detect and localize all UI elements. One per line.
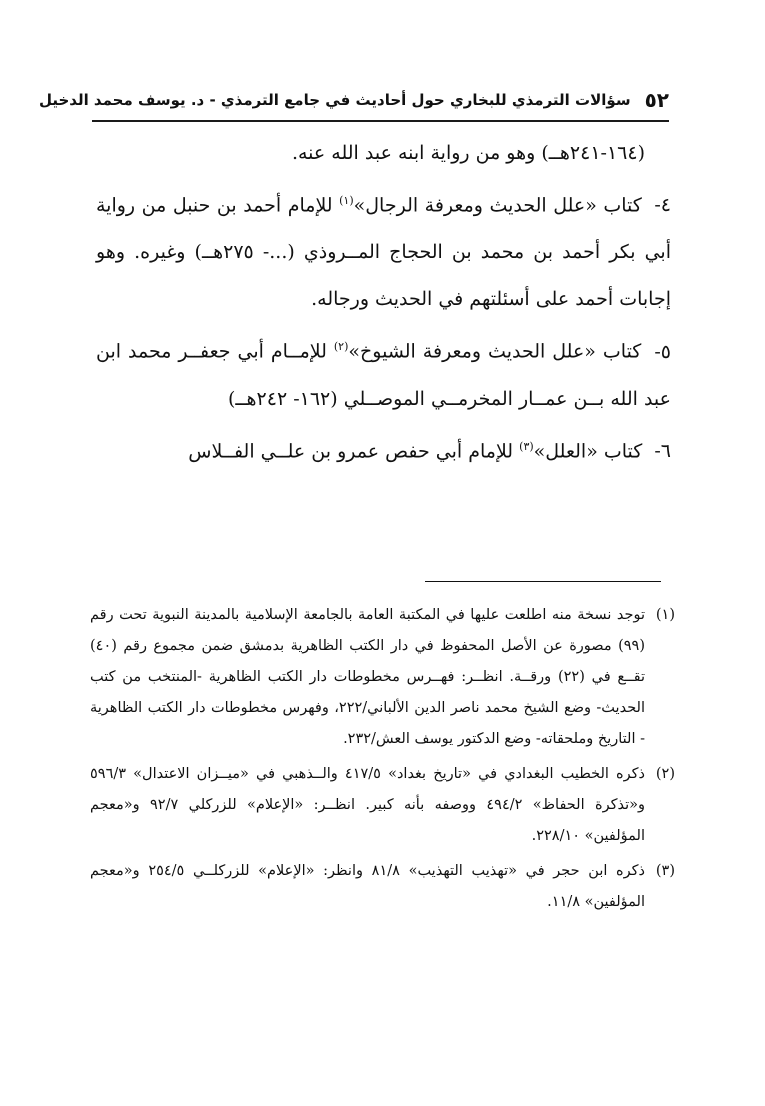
- footnote-text: ذكره ابن حجر في «تهذيب التهذيب» ٨١/٨ وانظر: «الإعلام» للزركلــي ٢٥٤/٥ و«معجم المؤلفين» ١١/٨.: [90, 863, 645, 910]
- footnote-1: [90, 600, 675, 755]
- footnote-ref[interactable]: (١): [339, 194, 354, 207]
- item-number: ٥-: [654, 340, 671, 363]
- footnote-mark: (١): [655, 607, 675, 623]
- item-title: كتاب «علل الحديث ومعرفة الرجال»: [353, 194, 642, 217]
- footnote-mark: (٢): [655, 766, 675, 782]
- footnote-separator: [425, 581, 661, 582]
- item-number: ٦-: [654, 439, 671, 462]
- running-title: سؤالات الترمذي للبخاري حول أحاديث في جامع الترمذي - د. يوسف محمد الدخيل: [38, 91, 631, 109]
- main-text: [96, 130, 671, 475]
- footnote-mark: (٣): [655, 863, 675, 879]
- item-title: كتاب «علل الحديث ومعرفة الشيوخ»: [348, 340, 642, 363]
- item-author: للإمام أحمد بن حنبل: [172, 194, 333, 217]
- footnotes: [90, 600, 675, 922]
- item-author: للإمــام أبي جعفــر: [178, 340, 327, 363]
- page-header: [38, 84, 669, 122]
- footnote-ref[interactable]: (٢): [333, 340, 349, 354]
- list-item-6: [96, 423, 671, 475]
- item-title: كتاب «العلل»: [533, 439, 643, 462]
- item-description: محمد ابن عبد الله بــن عمــار المخرمــي الموصــلي (١٦٢- ٢٤٢هــ): [96, 340, 671, 410]
- footnote-3: [90, 856, 675, 918]
- footnote-2: [90, 759, 675, 852]
- footnote-text: ذكره الخطيب البغدادي في «تاريخ بغداد» ٤١٧/٥ والــذهبي في «ميــزان الاعتدال» ٥٩٦/٣ و«تذكرة الحفاظ» ٤٩٤/٢ ووصفه بأنه كبير. انظــر: «الإعلام» للزركلي ٩٢/٧ و«معجم المؤلفين» ٢٢٨/١٠.: [90, 766, 645, 844]
- item-number: ٤-: [654, 194, 672, 217]
- list-item-4: [96, 177, 671, 323]
- footnote-text: توجد نسخة منه اطلعت عليها في المكتبة العامة بالجامعة الإسلامية بالمدينة النبوية تحت رقم (٩٩) مصورة عن الأصل المحفوظ في دار الكتب الظاهرية بدمشق ضمن مجموع رقم (٤٠) تقــع في (٢٢) ورقــة. انظــر: فهــرس مخطوطات دار الكتب الظاهرية -المنتخب من كتب الحديث- وضع الشيخ محمد ناصر الدين الألباني/٢٢٢، وفهرس مخطوطات دار الكتب الظاهرية - التاريخ وملحقاته- وضع الدكتور يوسف العش/٢٣٢.: [90, 607, 645, 747]
- footnote-ref[interactable]: (٣): [519, 439, 534, 453]
- item-description: من رواية أبي بكر أحمد بن محمد بن الحجاج المــروذي (...- ٢٧٥هــ) وغيره. وهو إجابات أحمد على أسئلتهم في الحديث ورجاله.: [96, 194, 671, 311]
- list-item-5: [96, 323, 671, 422]
- item-author: للإمام أبي حفص عمرو بن علــي الفــلاس: [188, 439, 514, 462]
- page-number: ٥٢: [644, 88, 669, 112]
- continuation-paragraph: (١٦٤-٢٤١هــ) وهو من رواية ابنه عبد الله عنه.: [291, 142, 645, 164]
